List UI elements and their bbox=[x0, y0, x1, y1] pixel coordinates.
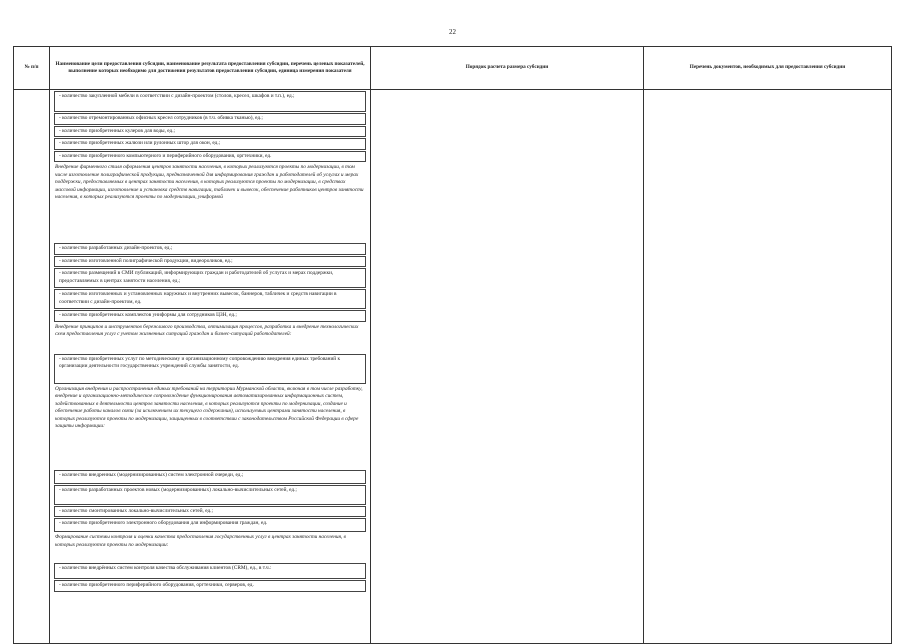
cell-name bbox=[50, 90, 371, 644]
indicator-item: - количество изготовленной полиграфической продукции, видеороликов, ед.; bbox=[54, 256, 366, 268]
indicator-item: - количество приобретенного электронного оборудования для информирования граждан, ед. bbox=[54, 518, 366, 532]
indicator-item: - количество внедренных (модернизированных) систем электронной очереди, ед.; bbox=[54, 470, 366, 484]
header-name: Наименование цели предоставления субсидии, наименование результата предоставления субсидии, перечень целевых показателей, выполнение которых необходимо для достижения результатов предоставления субсидии, единица измерения показателя bbox=[50, 47, 371, 90]
indicator-item: - количество приобретенных кулеров для воды, ед.; bbox=[54, 126, 366, 138]
section-heading: Внедрение принципов и инструментов бережливого производства, оптимизация процессов, разработка и внедрение технологических схем предоставления услуг с учетом жизненных ситуаций граждан и бизнес-ситуаций работодателей: bbox=[55, 323, 359, 338]
cell-num bbox=[14, 90, 50, 644]
header-calc: Порядок расчета размера субсидии bbox=[371, 47, 644, 90]
table-body-row bbox=[14, 90, 892, 644]
indicator-item: - количество приобретенных жалюзи или рулонных штор для окон, ед.; bbox=[54, 138, 366, 150]
indicator-item: - количество внедрённых систем контроля качества обслуживания клиентов (CRM), ед., в т.ч.: bbox=[54, 563, 366, 579]
cell-calc bbox=[371, 90, 644, 644]
indicator-item: - количество смонтированных локально-вычислительных сетей, ед.; bbox=[54, 506, 366, 518]
header-docs: Перечень документов, необходимых для предоставления субсидии bbox=[644, 47, 892, 90]
indicator-item: - количество приобретенных комплектов униформы для сотрудников ЦЗН, ед.; bbox=[54, 310, 366, 322]
indicator-item: - количество изготовленных и установленных наружных и внутренних вывесок, баннеров, табличек и средств навигации в соответствии с дизайн-проектом, ед. bbox=[54, 289, 366, 309]
indicator-item: - количество приобретенного компьютерного и периферийного оборудования, оргтехники, ед. bbox=[54, 151, 366, 163]
page-number: 22 bbox=[449, 28, 456, 36]
indicator-item: - количество отремонтированных офисных кресел сотрудников (в т.ч. обивка тканью), ед.; bbox=[54, 113, 366, 125]
indicator-list bbox=[50, 90, 370, 592]
section-heading: Формирование системы контроля и оценки качества предоставления государственных услуг в центрах занятости населения, в которых реализуются проекты по модернизации: bbox=[55, 534, 346, 548]
indicator-item: - количество приобретенного периферийного оборудования, оргтехники, серверов, ед. bbox=[54, 580, 366, 592]
indicator-item: - количество закупленной мебели в соответствии с дизайн-проектом (столов, кресел, шкафов и т.п.), ед.; bbox=[54, 91, 366, 112]
table-header-row bbox=[14, 47, 892, 90]
indicator-item: - количество размещений в СМИ публикаций, информирующих граждан и работодателей об услугах и мерах поддержки, предоставляемых в центрах занятости населения, ед.; bbox=[54, 268, 366, 288]
indicator-item: - количество разработанных проектов новых (модернизированных) локально-вычислительных сетей, ед.; bbox=[54, 485, 366, 505]
section-heading: Организация внедрения и распространения единых требований на территории Мурманской области, включая в том числе разработку, внедрение и организационно-методическое сопровождение функционирования автоматизированных информационных систем, задействованных в деятельности центров занятости населения, в которых реализуются проекты по модернизации, создание и обеспечение работы каналов связи (за исключением их текущего содержания), используемых центрами занятости населения, в которых реализуются проекты по модернизации, защищенных в соответствии с законодательством Российской Федерации в сфере защиты информации: bbox=[55, 385, 363, 430]
subsidy-table bbox=[13, 46, 892, 644]
cell-docs bbox=[644, 90, 892, 644]
indicator-item: - количество приобретенных услуг по методическому и организационному сопровождению внедрения единых требований к организации деятельности государственных учреждений службы занятости, ед. bbox=[54, 354, 366, 384]
indicator-item: - количество разработанных дизайн-проектов, ед.; bbox=[54, 243, 366, 255]
section-heading: Внедрение фирменного стиля оформления центров занятости населения, в которых реализуются проекты по модернизации, в том числе изготовление полиграфической продукции, предназначенной для информирования граждан и работодателей об услугах и мерах поддержки, предоставляемых в центрах занятости населения, в которых реализуются проекты по модернизации, в средствах массовой информации, изготовление и установка средств навигации, табличек и вывесок, обеспечение работников центров занятости населения, в которых реализуются проекты по модернизации, униформой bbox=[55, 164, 364, 201]
header-num: № п/п bbox=[14, 47, 50, 90]
